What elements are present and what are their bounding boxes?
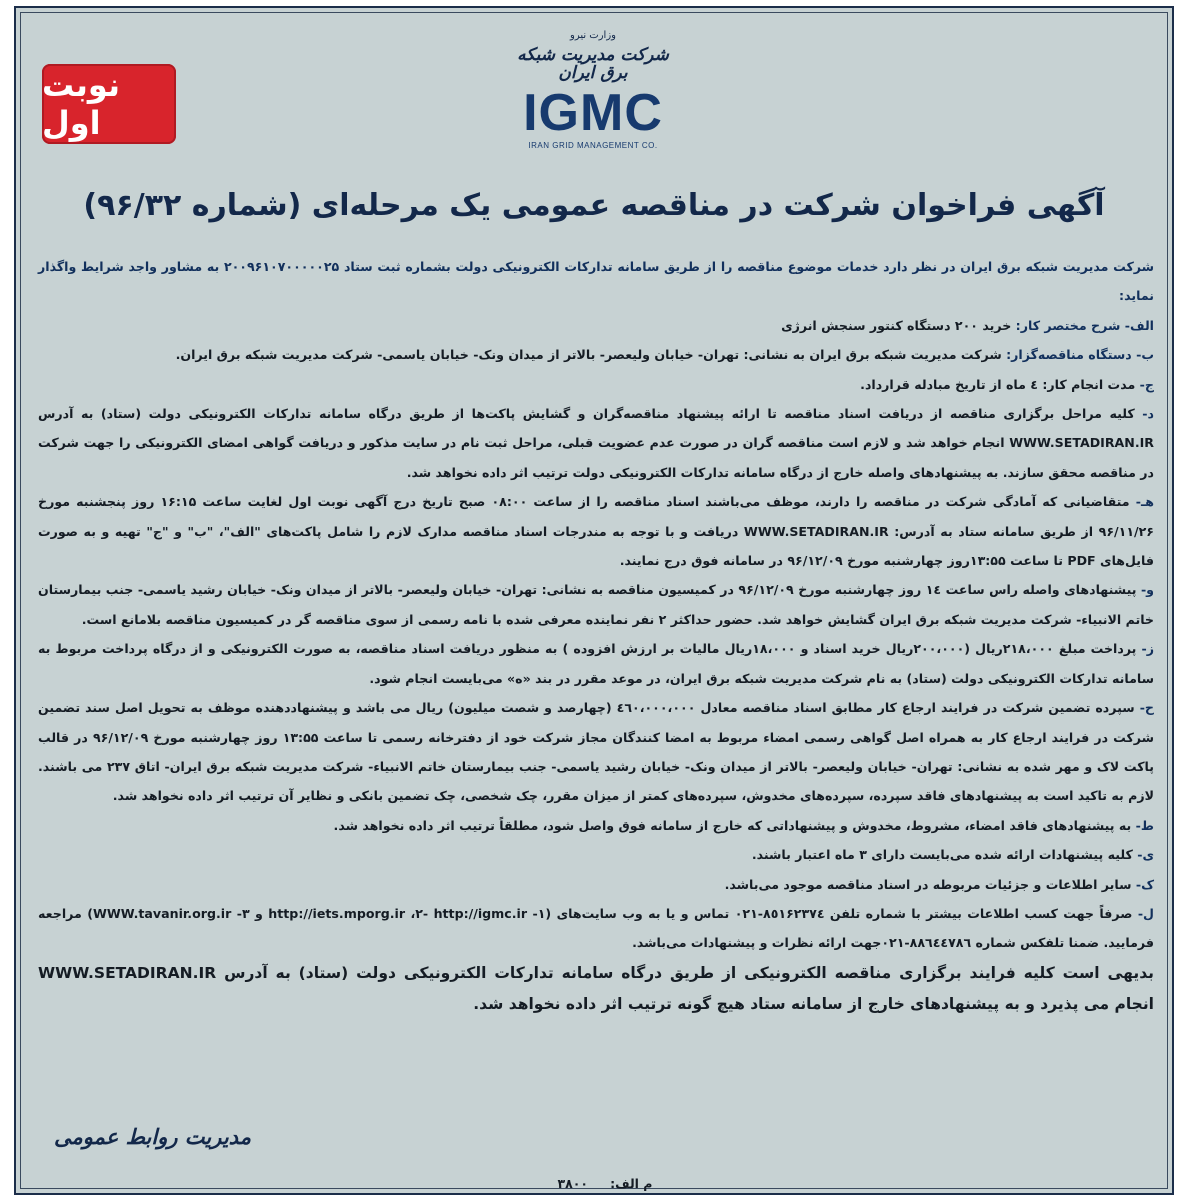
item-text: پیشنهادهای واصله راس ساعت ١٤ روز چهارشنبه مورخ ۹۶/۱۲/۰۹ در کمیسیون مناقصه به نشانی: تهران- خیابان ولیعصر- بالاتر از میدان ونک- خیابان رشید یاسمی- جنب بیمارستان خاتم الانبیاء- شرکت مدیریت شبکه برق ایران گشایش خواهد شد. حضور حداکثر ۲ نفر نماینده معرفی شده با نامه رسمی از سوی مناقصه گر در کمیسیون مناقصه بلامانع است. [38, 582, 1154, 627]
item-label: د- [1134, 406, 1154, 422]
item-label: ح- [1134, 700, 1154, 716]
item-text: صرفاً جهت کسب اطلاعات بیشتر با شماره تلفن ۸٥۱۶۲۳۷٤-۰۲۱ تماس و یا به وب سایت‌های (۱- http://iets.mporg.ir ،۲- http://igmc.ir و ۳- WWW.tavanir.org.ir) مراجعه فرمایید. ضمنا تلفکس شماره ۸۸٦٤٤۷۸٦-۰۲۱جهت ارائه نظرات و پیشنهادات می‌باشد. [38, 905, 1154, 951]
list-item [38, 487, 1154, 575]
logo-mark: IGMC [523, 83, 663, 142]
ref-value: ۳۸۰۰ [557, 1176, 589, 1191]
list-item [38, 693, 1154, 811]
list-item [38, 811, 1154, 840]
item-label: ز- [1136, 641, 1154, 657]
tender-body [38, 252, 1154, 1020]
item-label: ی- [1132, 847, 1154, 863]
item-text: کلیه پیشنهادات ارائه شده می‌بایست دارای ۳ ماه اعتبار باشند. [751, 847, 1133, 863]
list-item [38, 399, 1154, 487]
signature: مدیریت روابط عمومی [54, 1124, 251, 1149]
item-text: به پیشنهادهای فاقد امضاء، مشروط، مخدوش و پیشنهاداتی که خارج از سامانه فوق واصل شود، مطلقاً ترتیب اثر داده نخواهد شد. [333, 817, 1132, 833]
logo-subtitle: IRAN GRID MANAGEMENT CO. [528, 140, 658, 150]
list-item [38, 870, 1154, 899]
item-label: ب- دستگاه مناقصه‌گزار: [1001, 347, 1154, 363]
ad-reference [16, 1176, 1172, 1192]
igmc-logo [508, 28, 678, 178]
item-text: متقاضیانی که آمادگی شرکت در مناقصه را دارند، موظف می‌باشند اسناد مناقصه را از ساعت ۰۸:۰۰ صبح تاریخ درج آگهی نوبت اول لغایت ساعت ۱۶:۱۵ روز پنجشنبه مورخ ۹۶/۱۱/۲۶ از طریق سامانه ستاد به آدرس: WWW.SETADIRAN.IR دریافت و با توجه به مندرجات اسناد مناقصه مدارک لازم را شامل پاکت‌های "الف"، "ب" و "ج" تهیه و به صورت فایل‌های PDF تا ساعت ۱۳:۵۵روز چهارشنبه مورخ ۹۶/۱۲/۰۹ در سامانه فوق درج نمایند. [38, 494, 1154, 569]
intro-paragraph: شرکت مدیریت شبکه برق ایران در نظر دارد خدمات موضوع مناقصه را از طریق سامانه تدارکات الکترونیکی دولت بشماره ثبت ستاد ۲۰۰۹۶۱۰۷۰۰۰۰۰۲۵ به مشاور واجد شرایط واگذار نماید: [38, 259, 1155, 304]
list-item [38, 634, 1154, 693]
item-text: مدت انجام کار: ٤ ماه از تاریخ مبادله قرارداد. [860, 376, 1136, 392]
closing-paragraph: بدیهی است کلیه فرایند برگزاری مناقصه الکترونیکی از طریق درگاه سامانه تدارکات الکترونیکی دولت (ستاد) به آدرس WWW.SETADIRAN.IR انجام می پذیرد و به پیشنهادهای خارج از سامانه ستاد هیچ گونه ترتیب اثر داده نخواهد شد. [38, 963, 1154, 1013]
item-label: هـ- [1129, 494, 1154, 510]
logo-ministry-text: وزارت نیرو [569, 30, 616, 41]
item-label: الف- شرح مختصر کار: [1011, 317, 1154, 333]
item-text: سپرده تضمین شرکت در فرایند ارجاع کار مطابق اسناد مناقصه معادل ٤٦٠،۰۰۰،۰۰۰ (چهارصد و شصت میلیون) ریال می باشد و پیشنهاددهنده موظف به تحویل اصل سند تضمین شرکت در فرایند ارجاع کار به همراه اصل گواهی رسمی امضاء مربوط به امضا کنندگان مجاز شرکت خود از دفترخانه رسمی تا ساعت ۱۳:۵۵ روز چهارشنبه مورخ ۹۶/۱۲/۰۹ در قالب پاکت لاک و مهر شده به نشانی: تهران- خیابان ولیعصر- بالاتر از میدان ونک- خیابان رشید یاسمی- جنب بیمارستان خاتم الانبیاء- شرکت مدیریت شبکه برق ایران- اتاق ۲۳۷ می باشند. لازم به تاکید است به پیشنهادهای فاقد سپرده، سپرده‌های مخدوش، سپرده‌های کمتر از میزان مقرر، چک شخصی، چک تضمین بانکی و نظایر آن ترتیب اثر داده نخواهد شد. [38, 700, 1154, 804]
list-item [38, 370, 1154, 399]
item-label: و- [1136, 582, 1154, 598]
item-text: کلیه مراحل برگزاری مناقصه از دریافت اسناد مناقصه تا ارائه پیشنهاد مناقصه‌گران و گشایش پاکت‌ها از طریق درگاه سامانه تدارکات الکترونیکی دولت (ستاد) به آدرس WWW.SETADIRAN.IR انجام خواهد شد و لازم است مناقصه گران در صورت عدم عضویت قبلی، مراحل ثبت نام در سایت مذکور و دریافت گواهی امضای الکترونیکی را جهت شرکت در مناقصه محقق سازند. به پیشنهادهای واصله خارج از درگاه سامانه تدارکات الکترونیکی دولت ترتیب اثر داده نخواهد شد. [38, 406, 1154, 480]
list-item [38, 575, 1154, 634]
item-label: ک- [1131, 876, 1154, 892]
advertisement-page [14, 6, 1174, 1195]
ref-label: م الف: [610, 1176, 653, 1191]
item-label: ل- [1132, 905, 1154, 921]
item-text: سایر اطلاعات و جزئیات مربوطه در اسناد مناقصه موجود می‌باشد. [724, 876, 1132, 892]
page-title: آگهی فراخوان شرکت در مناقصه عمومی یک مرحله‌ای (شماره ۹۶/۳۲) [83, 188, 1105, 223]
list-item [38, 340, 1154, 369]
list-item [38, 311, 1154, 340]
list-item [38, 840, 1154, 869]
first-round-badge: نوبت اول [42, 64, 176, 144]
item-text: خرید ۲۰۰ دستگاه کنتور سنجش انرژی [781, 317, 1012, 333]
item-text: شرکت مدیریت شبکه برق ایران به نشانی: تهران- خیابان ولیعصر- بالاتر از میدان ونک- خیابان یاسمی- شرکت مدیریت شبکه برق ایران. [175, 347, 1002, 363]
item-label: ج- [1135, 376, 1154, 392]
item-text: پرداخت مبلغ ۲۱۸،۰۰۰ریال (۲۰۰،۰۰۰ریال خرید اسناد و ۱۸،۰۰۰ریال مالیات بر ارزش افزوده ) به منظور دریافت اسناد مناقصه، به صورت الکترونیکی و از درگاه پرداخت مربوط به سامانه تدارکات الکترونیکی دولت (ستاد) به نام شرکت مدیریت شبکه برق ایران، در موعد مقرر در بند «ه» می‌بایست انجام شود. [38, 641, 1154, 686]
logo-script-text: شرکت مدیریت شبکه برق ایران [517, 45, 669, 83]
list-item [38, 899, 1154, 958]
item-label: ط- [1131, 817, 1154, 833]
